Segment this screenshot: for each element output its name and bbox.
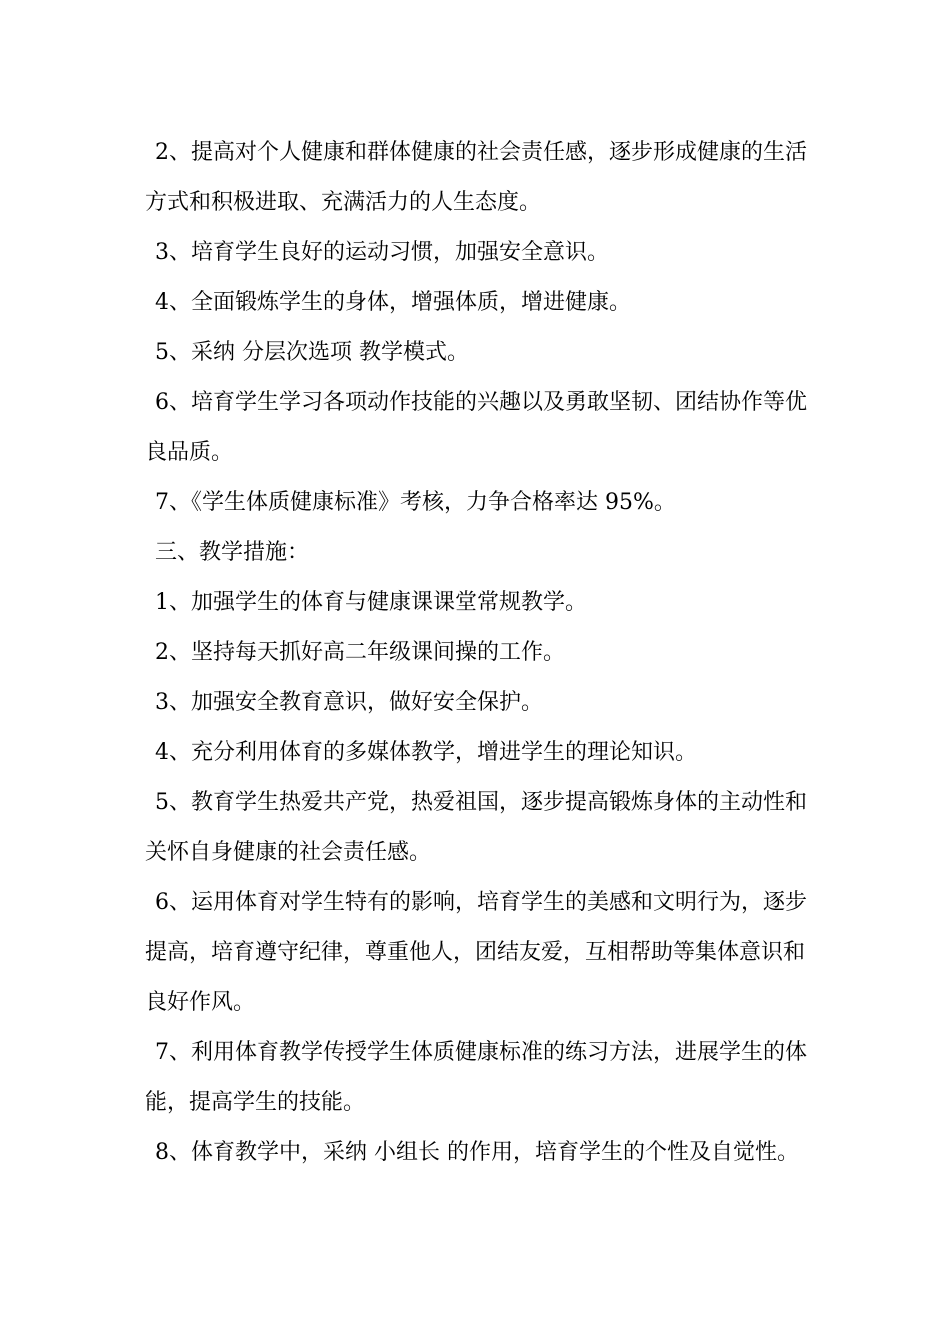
paragraph-goal-4: 4、全面锻炼学生的身体，增强体质，增进健康。 — [155, 290, 631, 315]
paragraph-goal-6: 6、培育学生学习各项动作技能的兴趣以及勇敢坚韧、团结协作等优良品质。 — [145, 390, 807, 465]
paragraph-measure-1: 1、加强学生的体育与健康课课堂常规教学。 — [155, 590, 587, 615]
paragraph-goal-2: 2、提高对个人健康和群体健康的社会责任感，逐步形成健康的生活方式和积极进取、充满活力的人生态度。 — [145, 140, 807, 215]
paragraph-measure-3: 3、加强安全教育意识，做好安全保护。 — [155, 690, 543, 715]
paragraph-measure-8: 8、体育教学中，采纳 小组长 的作用，培育学生的个性及自觉性。 — [155, 1140, 799, 1165]
paragraph-measure-4: 4、充分利用体育的多媒体教学，增进学生的理论知识。 — [155, 740, 697, 765]
document-body — [145, 128, 825, 1178]
paragraph-goal-5: 5、采纳 分层次选项 教学模式。 — [155, 340, 469, 365]
paragraph-measure-6: 6、运用体育对学生特有的影响，培育学生的美感和文明行为，逐步提高，培育遵守纪律，尊重他人，团结友爱，互相帮助等集体意识和良好作风。 — [145, 890, 807, 1015]
paragraph-measure-5: 5、教育学生热爱共产党，热爱祖国，逐步提高锻炼身体的主动性和关怀自身健康的社会责任感。 — [145, 790, 807, 865]
section-heading-measures: 三、教学措施： — [155, 540, 310, 565]
paragraph-measure-2: 2、坚持每天抓好高二年级课间操的工作。 — [155, 640, 565, 665]
paragraph-measure-7: 7、利用体育教学传授学生体质健康标准的练习方法，进展学生的体能，提高学生的技能。 — [145, 1040, 807, 1115]
paragraph-goal-3: 3、培育学生良好的运动习惯，加强安全意识。 — [155, 240, 609, 265]
paragraph-goal-7: 7、《学生体质健康标准》考核，力争合格率达 95%。 — [155, 490, 676, 515]
